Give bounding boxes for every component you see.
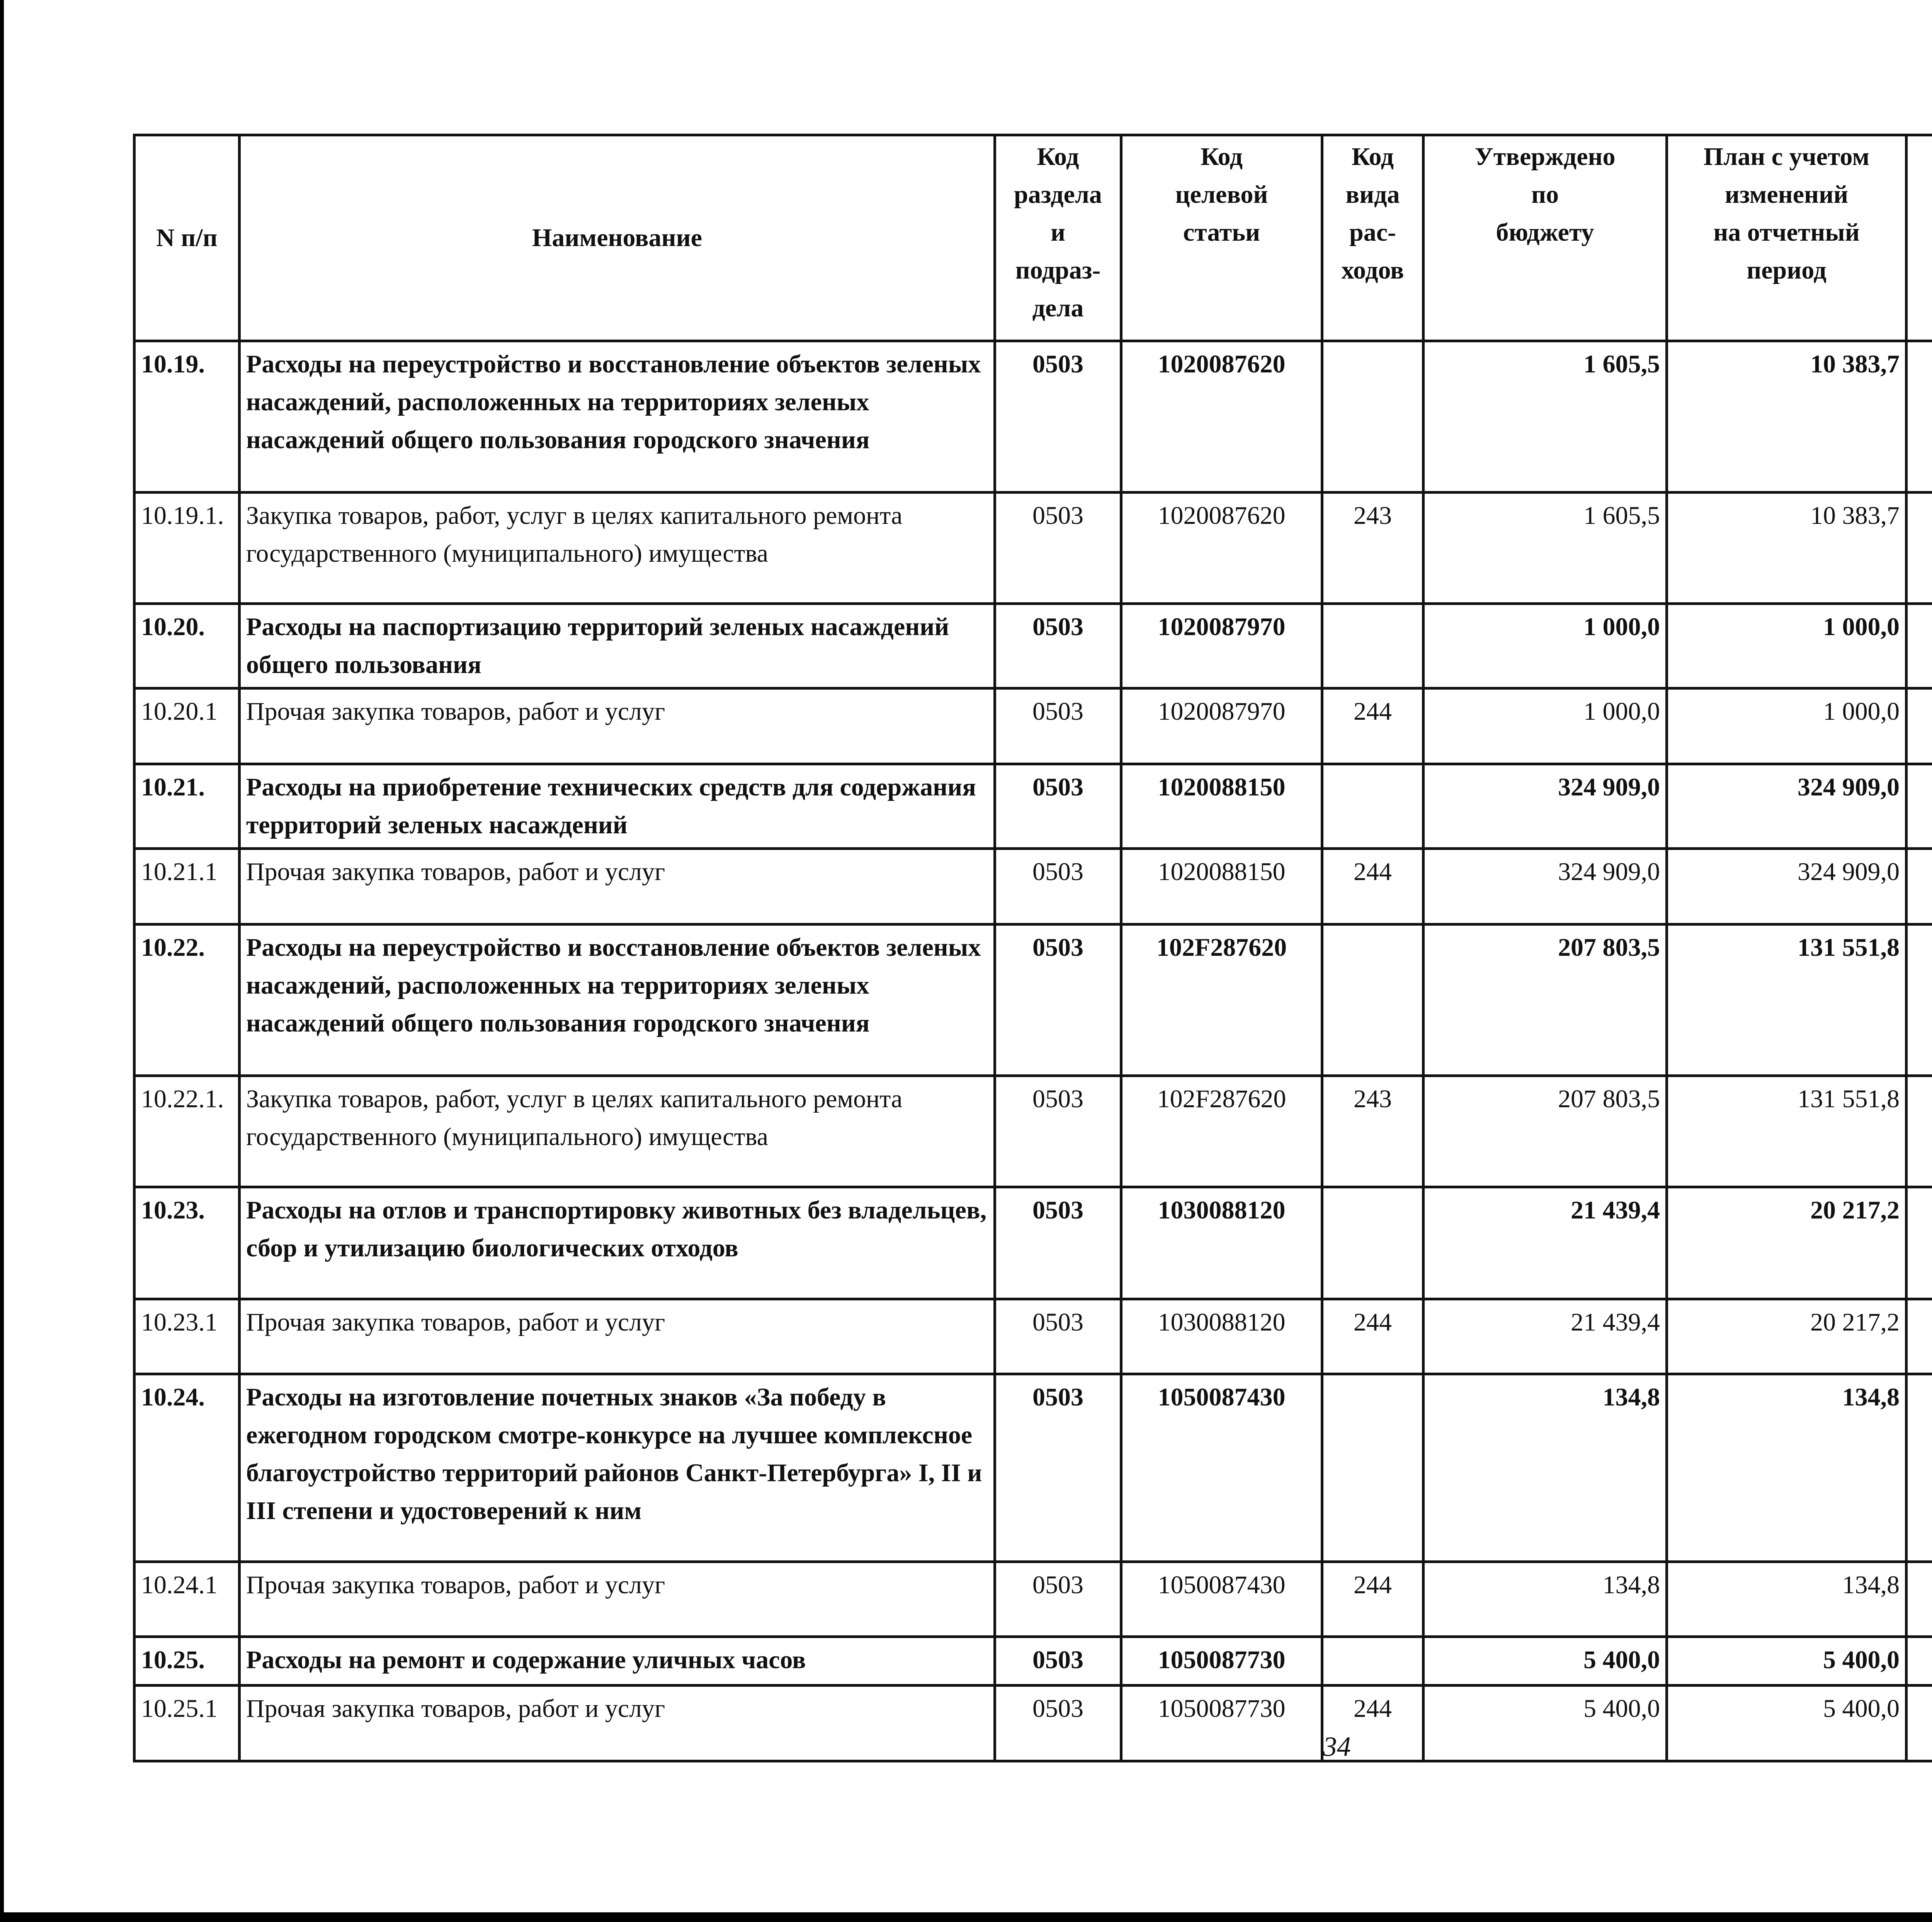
row-type-code [1322,1187,1423,1299]
header-section-code: Код раздела и подраз- дела [995,135,1121,341]
row-executed [1906,764,1932,849]
row-name: Прочая закупка товаров, работ и услуг [240,1562,995,1637]
row-name: Расходы на переустройство и восстановление объектов зеленых насаждений, расположенных на территориях зеленых насаждений общего пользования городского значения [240,924,995,1076]
row-approved: 134,8 [1423,1374,1667,1562]
row-section-code: 0503 [995,1299,1121,1374]
row-approved: 134,8 [1423,1562,1667,1637]
row-name: Прочая закупка товаров, работ и услуг [240,1686,995,1761]
row-target-code: 1020088150 [1121,764,1322,849]
table-row [134,688,1932,764]
row-num: 10.20.1 [134,688,240,764]
row-target-code: 1020087620 [1121,493,1322,604]
row-target-code: 1050087730 [1121,1686,1322,1761]
row-type-code [1322,604,1423,688]
row-section-code: 0503 [995,849,1121,924]
row-num: 10.25. [134,1637,240,1686]
row-approved: 5 400,0 [1423,1637,1667,1686]
row-plan: 20 217,2 [1667,1299,1906,1374]
table-row [134,849,1932,924]
row-type-code: 244 [1322,849,1423,924]
header-executed [1906,135,1932,341]
header-target-code: Код целевой статьи [1121,135,1322,341]
row-num: 10.24. [134,1374,240,1562]
row-executed [1906,493,1932,604]
row-name: Расходы на отлов и транспортировку животных без владельцев, сбор и утилизацию биологических отходов [240,1187,995,1299]
row-section-code: 0503 [995,1076,1121,1187]
row-name: Прочая закупка товаров, работ и услуг [240,1299,995,1374]
row-type-code: 244 [1322,688,1423,764]
row-executed [1906,1686,1932,1761]
row-executed [1906,688,1932,764]
row-plan: 324 909,0 [1667,849,1906,924]
row-executed [1906,1637,1932,1686]
row-type-code: 243 [1322,493,1423,604]
row-executed [1906,849,1932,924]
table-row [134,1187,1932,1299]
row-num: 10.22. [134,924,240,1076]
header-expense-type-code: Код вида рас- ходов [1322,135,1423,341]
row-target-code: 1030088120 [1121,1299,1322,1374]
row-type-code [1322,341,1423,493]
row-plan: 5 400,0 [1667,1637,1906,1686]
row-name: Прочая закупка товаров, работ и услуг [240,849,995,924]
row-type-code [1322,1637,1423,1686]
row-type-code: 243 [1322,1076,1423,1187]
table-row [134,1562,1932,1637]
row-type-code [1322,924,1423,1076]
row-section-code: 0503 [995,1374,1121,1562]
row-target-code: 102F287620 [1121,1076,1322,1187]
row-approved: 1 605,5 [1423,493,1667,604]
row-plan: 134,8 [1667,1562,1906,1637]
row-type-code: 244 [1322,1299,1423,1374]
row-executed [1906,1299,1932,1374]
row-name: Расходы на переустройство и восстановление объектов зеленых насаждений, расположенных на территориях зеленых насаждений общего пользования городского значения [240,341,995,493]
row-plan: 131 551,8 [1667,1076,1906,1187]
row-target-code: 1020088150 [1121,849,1322,924]
scan-edge-bottom [0,1912,1932,1922]
row-num: 10.24.1 [134,1562,240,1637]
row-plan: 324 909,0 [1667,764,1906,849]
header-row-1 [134,135,1932,179]
row-plan: 10 383,7 [1667,341,1906,493]
row-name: Закупка товаров, работ, услуг в целях капитального ремонта государственного (муниципального) имущества [240,1076,995,1187]
table-row [134,341,1932,493]
header-approved: Утверждено по бюджету [1423,135,1667,341]
row-approved: 5 400,0 [1423,1686,1667,1761]
header-num: N п/п [134,135,240,341]
row-approved: 324 909,0 [1423,849,1667,924]
row-type-code: 244 [1322,1562,1423,1637]
row-type-code [1322,1374,1423,1562]
scan-edge-left [0,0,4,1922]
table-row [134,1299,1932,1374]
row-plan: 5 400,0 [1667,1686,1906,1761]
row-target-code: 1020087620 [1121,341,1322,493]
row-target-code: 1050087430 [1121,1562,1322,1637]
row-name: Прочая закупка товаров, работ и услуг [240,688,995,764]
row-target-code: 1050087430 [1121,1374,1322,1562]
table-row [134,924,1932,1076]
row-num: 10.19.1. [134,493,240,604]
row-executed [1906,1374,1932,1562]
row-num: 10.25.1 [134,1686,240,1761]
row-section-code: 0503 [995,924,1121,1076]
row-type-code: 244 [1322,1686,1423,1761]
row-section-code: 0503 [995,604,1121,688]
row-plan: 1 000,0 [1667,604,1906,688]
row-name: Расходы на ремонт и содержание уличных часов [240,1637,995,1686]
row-executed [1906,341,1932,493]
row-approved: 1 000,0 [1423,604,1667,688]
table-row [134,1374,1932,1562]
row-num: 10.20. [134,604,240,688]
row-executed [1906,1076,1932,1187]
row-approved: 1 605,5 [1423,341,1667,493]
row-num: 10.23.1 [134,1299,240,1374]
row-plan: 10 383,7 [1667,493,1906,604]
row-name: Расходы на изготовление почетных знаков «За победу в ежегодном городском смотре-конкурсе на лучшее комплексное благоустройство территорий районов Санкт-Петербурга» I, II и III степени и удостоверений к ним [240,1374,995,1562]
row-section-code: 0503 [995,1686,1121,1761]
table-row [134,493,1932,604]
row-section-code: 0503 [995,688,1121,764]
header-name: Наименование [240,135,995,341]
row-target-code: 1020087970 [1121,688,1322,764]
row-section-code: 0503 [995,493,1121,604]
row-executed [1906,1187,1932,1299]
row-target-code: 1020087970 [1121,604,1322,688]
table-row [134,1076,1932,1187]
row-name: Расходы на приобретение технических средств для содержания территорий зеленых насаждений [240,764,995,849]
row-section-code: 0503 [995,1562,1121,1637]
header-plan: План с учетом изменений на отчетный период [1667,135,1906,341]
row-num: 10.21. [134,764,240,849]
row-approved: 21 439,4 [1423,1187,1667,1299]
row-executed [1906,924,1932,1076]
budget-execution-table [133,134,1932,1762]
table-row [134,604,1932,688]
row-num: 10.23. [134,1187,240,1299]
row-plan: 134,8 [1667,1374,1906,1562]
row-target-code: 1050087730 [1121,1637,1322,1686]
row-plan: 1 000,0 [1667,688,1906,764]
row-section-code: 0503 [995,764,1121,849]
row-approved: 1 000,0 [1423,688,1667,764]
row-target-code: 102F287620 [1121,924,1322,1076]
table-row [134,1686,1932,1761]
table-row [134,1637,1932,1686]
row-section-code: 0503 [995,1637,1121,1686]
row-name: Расходы на паспортизацию территорий зеленых насаждений общего пользования [240,604,995,688]
row-type-code [1322,764,1423,849]
row-name: Закупка товаров, работ, услуг в целях капитального ремонта государственного (муниципального) имущества [240,493,995,604]
row-plan: 20 217,2 [1667,1187,1906,1299]
row-approved: 207 803,5 [1423,924,1667,1076]
table-row [134,764,1932,849]
page-number: 34 [1323,1731,1351,1762]
row-executed [1906,604,1932,688]
row-section-code: 0503 [995,1187,1121,1299]
row-approved: 324 909,0 [1423,764,1667,849]
row-executed [1906,1562,1932,1637]
row-num: 10.22.1. [134,1076,240,1187]
row-approved: 207 803,5 [1423,1076,1667,1187]
row-approved: 21 439,4 [1423,1299,1667,1374]
row-section-code: 0503 [995,341,1121,493]
row-num: 10.19. [134,341,240,493]
row-plan: 131 551,8 [1667,924,1906,1076]
row-num: 10.21.1 [134,849,240,924]
row-target-code: 1030088120 [1121,1187,1322,1299]
